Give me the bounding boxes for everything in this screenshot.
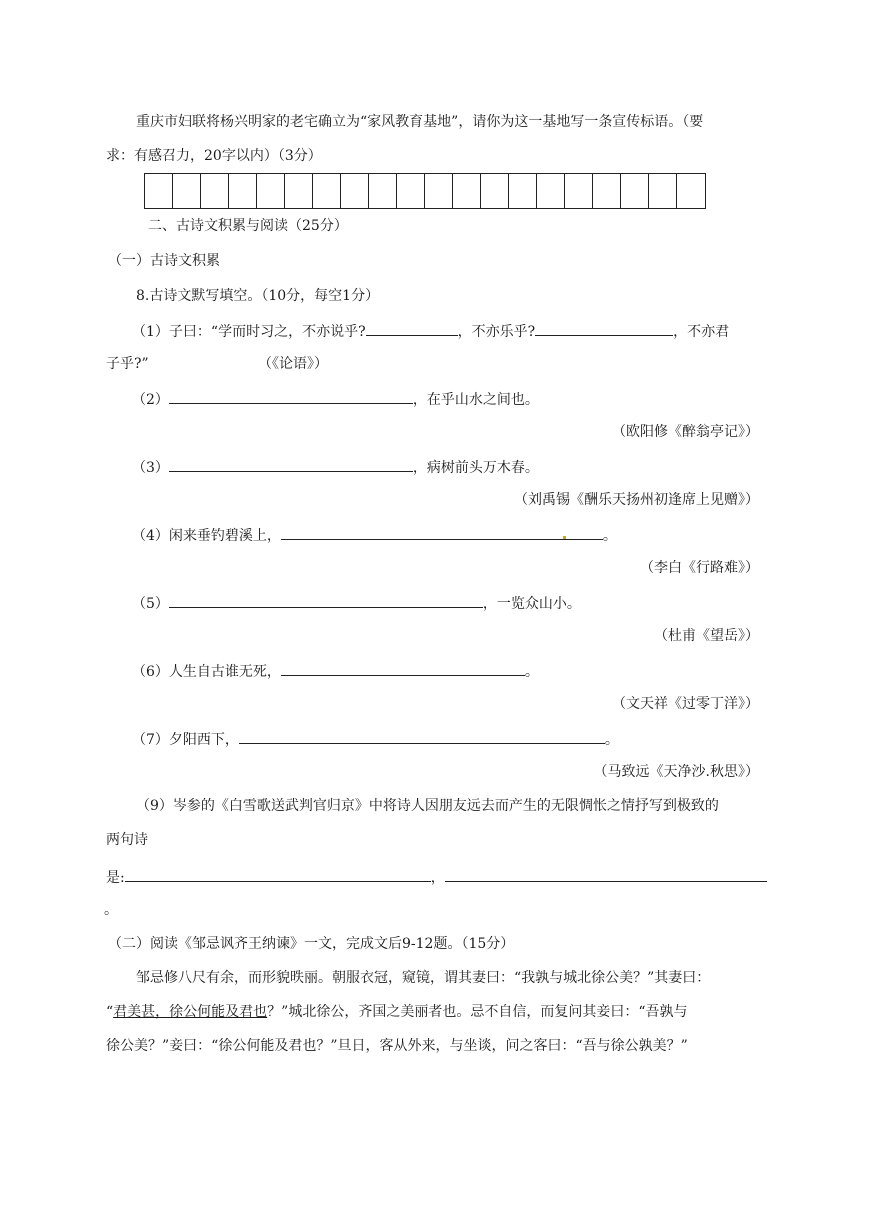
source-citation: （文天祥《过零丁洋》） bbox=[612, 696, 759, 712]
item-text: 。 bbox=[604, 732, 619, 748]
passage-line: 徐公美？”妾曰：“徐公何能及君也？”旦日，客从外来，与坐谈，问之客曰：“吾与徐公孰美？” bbox=[106, 1038, 688, 1054]
item-number: （1） bbox=[132, 324, 169, 340]
speck-mark bbox=[563, 536, 566, 539]
item-number: （5） bbox=[132, 596, 169, 612]
q8-item-2 bbox=[132, 388, 539, 410]
passage-text: “ bbox=[106, 1004, 114, 1020]
answer-blank[interactable] bbox=[125, 866, 431, 882]
answer-blank[interactable] bbox=[281, 524, 603, 540]
item-number: （7） bbox=[132, 732, 169, 748]
q7-prompt-line2: 求：有感召力，20字以内）（3分） bbox=[106, 148, 322, 164]
q8-item-1 bbox=[132, 320, 729, 342]
q8-item-1-cont: 子乎?” bbox=[106, 356, 149, 372]
grid-cell[interactable] bbox=[397, 174, 425, 208]
grid-cell[interactable] bbox=[341, 174, 369, 208]
grid-cell[interactable] bbox=[201, 174, 229, 208]
underlined-phrase: 君美甚，徐公何能及君也 bbox=[113, 1004, 268, 1020]
item-text: 是: bbox=[106, 870, 125, 886]
item-text: 人生自古谁无死， bbox=[168, 664, 281, 680]
grid-cell[interactable] bbox=[173, 174, 201, 208]
source-citation: （欧阳修《醉翁亭记》） bbox=[612, 424, 759, 440]
grid-cell[interactable] bbox=[481, 174, 509, 208]
source-citation: （《论语》） bbox=[258, 356, 328, 372]
grid-cell[interactable] bbox=[257, 174, 285, 208]
item-number: （6） bbox=[132, 664, 169, 680]
item-text: ，在乎山水之间也。 bbox=[412, 392, 539, 408]
answer-grid[interactable] bbox=[144, 173, 706, 209]
grid-cell[interactable] bbox=[537, 174, 565, 208]
grid-cell[interactable] bbox=[677, 174, 705, 208]
source-citation: （刘禹锡《酬乐天扬州初逢席上见赠》） bbox=[514, 492, 759, 508]
grid-cell[interactable] bbox=[145, 174, 173, 208]
item-text: ， bbox=[430, 870, 445, 886]
q8-item-6 bbox=[132, 660, 539, 682]
answer-blank[interactable] bbox=[281, 660, 525, 676]
grid-cell[interactable] bbox=[285, 174, 313, 208]
item-number: （3） bbox=[132, 460, 169, 476]
item-text: 。 bbox=[602, 528, 617, 544]
grid-cell[interactable] bbox=[229, 174, 257, 208]
grid-cell[interactable] bbox=[593, 174, 621, 208]
answer-blank[interactable] bbox=[366, 320, 458, 336]
grid-cell[interactable] bbox=[369, 174, 397, 208]
q8-item-7 bbox=[132, 728, 619, 750]
answer-blank[interactable] bbox=[169, 388, 413, 404]
answer-blank[interactable] bbox=[169, 456, 413, 472]
q8-item-5 bbox=[132, 592, 581, 614]
item-number: （4） bbox=[132, 528, 169, 544]
answer-blank[interactable] bbox=[169, 592, 483, 608]
passage-line bbox=[106, 1002, 688, 1022]
grid-cell[interactable] bbox=[649, 174, 677, 208]
answer-blank[interactable] bbox=[535, 320, 673, 336]
subsection-heading-2: （二）阅读《邹忌讽齐王纳谏》一文，完成文后9-12题。（15分） bbox=[108, 936, 515, 952]
answer-blank[interactable] bbox=[239, 728, 605, 744]
grid-cell[interactable] bbox=[425, 174, 453, 208]
answer-blank[interactable] bbox=[445, 866, 767, 882]
item-text: 子曰：“学而时习之，不亦说乎? bbox=[168, 324, 366, 340]
grid-cell[interactable] bbox=[453, 174, 481, 208]
q7-prompt-line1: 重庆市妇联将杨兴明家的老宅确立为“家风教育基地”，请你为这一基地写一条宣传标语。（要 bbox=[136, 114, 704, 130]
item-text: ，一览众山小。 bbox=[482, 596, 581, 612]
q8-item-9-line2: 两句诗 bbox=[106, 832, 148, 848]
source-citation: （马致远《天净沙.秋思》） bbox=[593, 764, 759, 780]
subsection-heading-1: （一）古诗文积累 bbox=[108, 253, 220, 269]
passage-text: ？”城北徐公，齐国之美丽者也。忌不自信，而复问其妾曰：“吾孰与 bbox=[267, 1004, 688, 1020]
item-text: 闲来垂钓碧溪上， bbox=[168, 528, 281, 544]
section-heading: 二、古诗文积累与阅读（25分） bbox=[148, 218, 348, 234]
q8-item-3 bbox=[132, 456, 539, 478]
item-text: ，不亦乐乎? bbox=[457, 324, 536, 340]
q8-item-9-answer bbox=[106, 866, 767, 888]
item-text: 夕阳西下， bbox=[168, 732, 239, 748]
q8-item-9-period: 。 bbox=[104, 902, 118, 918]
grid-cell[interactable] bbox=[313, 174, 341, 208]
item-text: 。 bbox=[524, 664, 539, 680]
passage-line: 邹忌修八尺有余，而形貌昳丽。朝服衣冠，窥镜，谓其妻曰：“我孰与城北徐公美？”其妻曰： bbox=[136, 970, 711, 986]
item-number: （2） bbox=[132, 392, 169, 408]
q8-item-9-line1: （9）岑参的《白雪歌送武判官归京》中将诗人因朋友远去而产生的无限惆怅之情抒写到极致的 bbox=[136, 798, 719, 814]
source-citation: （李白《行路难》） bbox=[640, 560, 759, 576]
grid-cell[interactable] bbox=[565, 174, 593, 208]
source-citation: （杜甫《望岳》） bbox=[654, 628, 759, 644]
grid-cell[interactable] bbox=[621, 174, 649, 208]
q8-item-4 bbox=[132, 524, 617, 546]
item-text: ，不亦君 bbox=[673, 324, 730, 340]
q8-title: 8.古诗文默写填空。（10分，每空1分） bbox=[136, 288, 380, 304]
grid-cell[interactable] bbox=[509, 174, 537, 208]
item-text: ，病树前头万木春。 bbox=[412, 460, 539, 476]
